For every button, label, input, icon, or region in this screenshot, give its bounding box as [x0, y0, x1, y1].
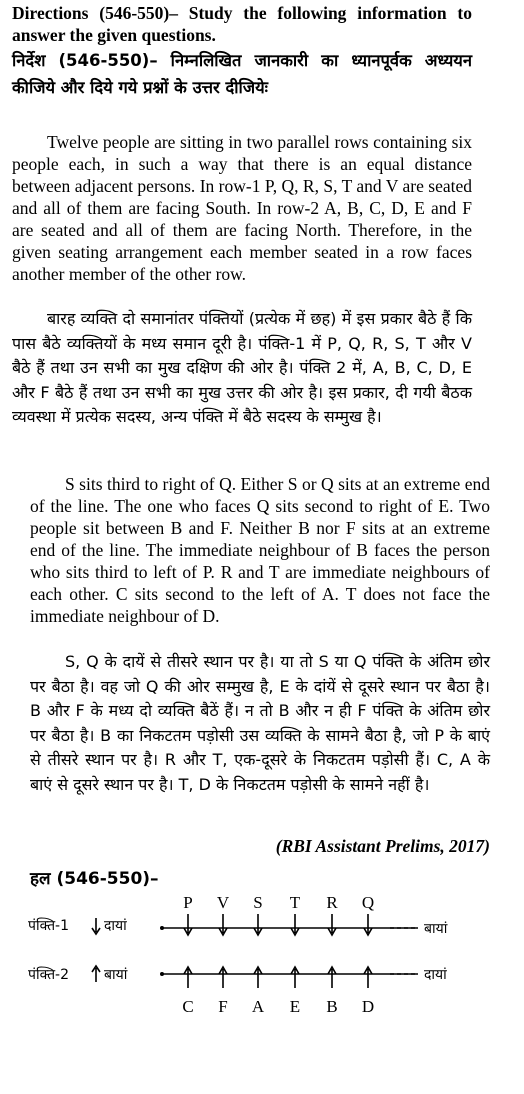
row-2-person-E: E [289, 997, 301, 1016]
row-1-seat-arrow [219, 914, 227, 935]
row-2-person-A: A [251, 997, 265, 1016]
arrangement-english: Twelve people are sitting in two parallel rows containing six people each, in such a way that there is an equal distance between adjacent persons. In row-1 P, Q, R, S, T and V are seated and all of them are facing South. In row-2 A, B, C, D, E and F are seated and all of them are facing North. Therefore, in the given seating arrangement each member seated in a row faces another member of the other row. [12, 132, 472, 284]
solution-heading: हल (546-550)– [30, 869, 159, 889]
row-1-seat-arrow [364, 914, 372, 935]
row-2-seat-arrow [254, 967, 262, 988]
row-1-person-V: V [216, 893, 230, 912]
row-1-seat-arrow [328, 914, 336, 935]
row-2-seat-arrow [328, 967, 336, 988]
row-2-seat-arrow [219, 967, 227, 988]
row-2 [28, 966, 447, 983]
row-1-label: पंक्ति-1 [28, 918, 70, 934]
row-1-person-Q: Q [361, 893, 375, 912]
row-2-label: पंक्ति-2 [28, 967, 70, 983]
row-2-person-B: B [326, 997, 338, 1016]
row-2-person-D: D [361, 997, 375, 1016]
row-2-person-C: C [182, 997, 194, 1016]
seating-diagram [0, 888, 524, 1028]
row-2-facing-arrow [92, 966, 100, 982]
row-1-seat-arrow [254, 914, 262, 935]
arrangement-hindi: बारह व्यक्ति दो समानांतर पंक्तियों (प्रत्येक में छह) में इस प्रकार बैठे हैं कि पास बैठे व्यक्तियों के मध्य समान दूरी है। पंक्ति-1 में P, Q, R, S, T और V बैठे हैं तथा उन सभी का मुख दक्षिण की ओर है। पंक्ति 2 में, A, B, C, D, E और F बैठे हैं तथा उन सभी का मुख उत्तर की ओर है। इस प्रकार, दी गयी बैठक व्यवस्था में प्रत्येक सदस्य, अन्य पंक्ति में बैठे सदस्य के सम्मुख है। [12, 309, 472, 426]
row-2-seat-arrow [291, 967, 299, 988]
directions-english: Directions (546-550)– Study the following information to answer the given questions. [12, 3, 472, 45]
row-1-facing-arrow [92, 918, 100, 934]
row-1-person-T: T [289, 893, 301, 912]
row-2-seat-arrow [184, 967, 192, 988]
row-2-seat-arrow [364, 967, 372, 988]
clues-english: S sits third to right of Q. Either S or Q sits at an extreme end of the line. The one who faces Q sits second to right of E. Two people sit between B and F. Neither B nor F sits at an extreme end of the line. The immediate neighbour of B faces the person who sits third to left of P. R and T are immediate neighbours of each other. C sits second to the left of A. T does not face the immediate neighbour of D. [30, 474, 490, 626]
row-1-seat-arrow [291, 914, 299, 935]
row-1-person-S: S [253, 893, 263, 912]
row-1-person-P: P [183, 893, 193, 912]
clues-hindi: S, Q के दायें से तीसरे स्थान पर है। या तो S या Q पंक्ति के अंतिम छोर पर बैठा है। वह जो Q की ओर सम्मुख है, E के दांयें से दूसरे स्थान पर बैठा है। B और F के मध्य दो व्यक्ति बैठें हैं। न तो B और न ही F पंक्ति के अंतिम छोर पर बैठा है। B का निकटतम पड़ोसी उस व्यक्ति के सामने बैठा है, जो P के बाएं से तीसरे स्थान पर है। R और T, एक-दूसरे के निकटतम पड़ोसी हैं। C, A के बाएं से दूसरे स्थान पर है। T, D के निकटतम पड़ोसी के सामने नहीं है। [30, 652, 490, 794]
row-1-person-R: R [326, 893, 338, 912]
source-citation: (RBI Assistant Prelims, 2017) [275, 836, 490, 856]
row-1-seat-arrow [184, 914, 192, 935]
row-2-right-side: दायां [424, 967, 447, 983]
row-2-left-side: बायां [104, 967, 128, 983]
row-1-right-side: बायां [424, 921, 448, 937]
row-1 [28, 917, 448, 937]
row-1-left-side: दायां [104, 918, 127, 934]
row-2-person-F: F [218, 997, 228, 1016]
directions-hindi: निर्देश (546-550)– निम्नलिखित जानकारी का ध्यानपूर्वक अध्ययन कीजिये और दिये गये प्रश्नों के उत्तर दीजियेः [12, 51, 472, 97]
